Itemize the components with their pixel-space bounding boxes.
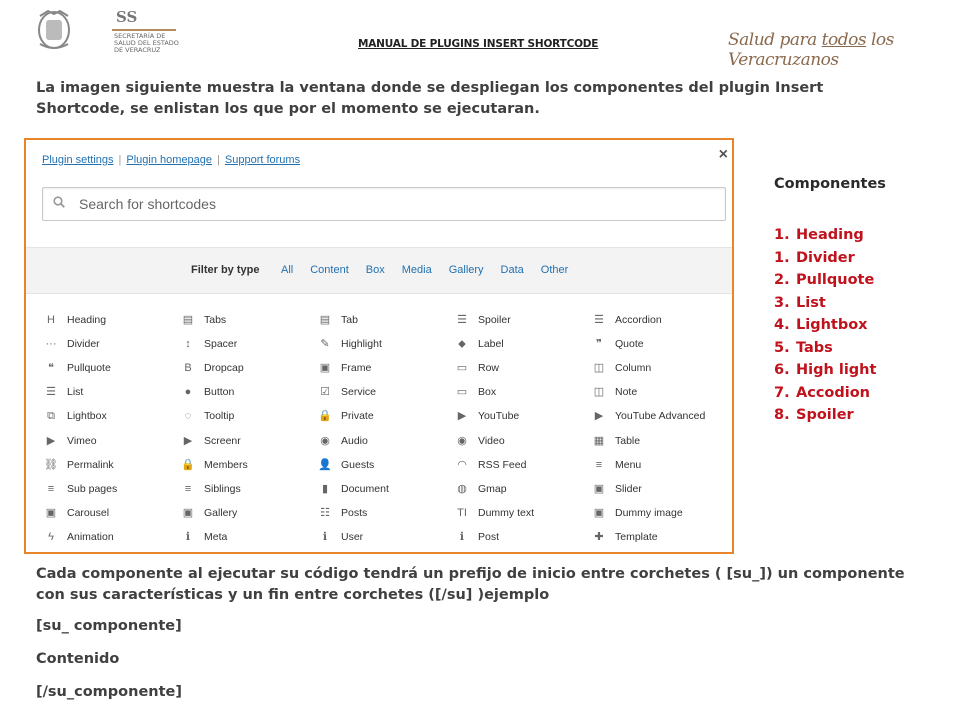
bolt-icon: ϟ — [48, 531, 54, 543]
shortcode-item-label: Service — [341, 386, 377, 398]
info-icon: ℹ — [185, 531, 191, 543]
bars-icon: ≡ — [595, 459, 603, 471]
shortcode-item-frame[interactable] — [318, 361, 454, 379]
shortcode-item-private[interactable] — [318, 409, 454, 427]
component-label: List — [796, 294, 826, 311]
shortcode-item-animation[interactable] — [44, 530, 180, 548]
shortcode-item-post[interactable] — [455, 530, 591, 548]
circle-icon: ● — [184, 386, 192, 398]
shortcode-item-label: Highlight — [341, 338, 382, 350]
component-label: Accodion — [796, 384, 871, 401]
shortcode-item-label: Siblings — [204, 483, 241, 495]
shortcode-item-label: List — [67, 386, 84, 398]
image-icon: ▣ — [593, 483, 605, 495]
window-links — [42, 154, 300, 166]
play-circle-icon: ◉ — [320, 435, 330, 447]
image-icon: ▣ — [593, 507, 605, 519]
link-separator: | — [217, 154, 220, 166]
close-icon[interactable]: × — [718, 146, 728, 163]
shortcode-item-label: Pullquote — [67, 362, 111, 374]
brand-slogan-post: los Veracruzanos — [728, 30, 894, 70]
quote-left-icon: ❝ — [48, 362, 54, 374]
code-close-tag: [/su_componente] — [36, 684, 183, 700]
shortcode-item-template[interactable] — [592, 530, 728, 548]
filter-gallery[interactable]: Gallery — [448, 264, 484, 276]
filter-label: Filter by type — [191, 264, 260, 276]
shortcode-item-label: Button — [204, 386, 235, 398]
shortcode-item-label: Note — [615, 386, 638, 398]
shortcode-item-label: Tabs — [204, 314, 227, 326]
shortcode-item-label: Tab — [341, 314, 358, 326]
shortcode-item-quote[interactable] — [592, 337, 728, 355]
shortcode-item-pullquote[interactable] — [44, 361, 180, 379]
logo-divider — [112, 29, 176, 31]
code-content: Contenido — [36, 651, 120, 667]
shortcode-item-meta[interactable] — [181, 530, 317, 548]
search-icon — [53, 196, 65, 208]
shortcode-item-box[interactable] — [455, 385, 591, 403]
info-icon: ℹ — [322, 531, 328, 543]
shortcode-item-label: Dropcap — [204, 362, 244, 374]
image-icon: ▣ — [182, 507, 194, 519]
shortcode-item-label: Document — [341, 483, 389, 495]
shortcode-item-label: Column — [615, 362, 652, 374]
component-label: Lightbox — [796, 317, 868, 333]
shortcode-item-table[interactable] — [592, 434, 728, 452]
component-label: High light — [796, 362, 877, 378]
shortcode-item-label: Animation — [67, 531, 114, 543]
shortcode-item-column[interactable] — [592, 361, 728, 379]
shortcode-item-video[interactable] — [455, 434, 591, 452]
shortcode-item-label: Template — [615, 531, 658, 543]
youtube-icon: ▶ — [594, 410, 604, 422]
shortcode-item-label: RSS Feed — [478, 459, 527, 471]
shortcode-item-label: Label — [478, 338, 504, 350]
shortcode-item-label: YouTube — [478, 410, 520, 422]
code-open-tag: [su_ componente] — [36, 618, 182, 634]
shortcode-item-gmap[interactable] — [455, 482, 591, 500]
shortcode-item-label: Row — [478, 362, 500, 374]
shortcode-item-user[interactable] — [318, 530, 454, 548]
lock-icon: 🔒 — [181, 459, 195, 471]
shortcode-item-label: Dummy text — [478, 507, 535, 519]
shortcode-item-label: Gallery — [204, 507, 238, 519]
filter-bar — [26, 247, 732, 294]
shortcode-item-tooltip[interactable] — [181, 409, 317, 427]
component-list-item — [774, 382, 876, 405]
shortcode-item-label: YouTube Advanced — [615, 410, 706, 422]
shortcode-item-label: Tooltip — [204, 410, 235, 422]
shortcode-item-label: Quote — [615, 338, 644, 350]
box-icon: ▭ — [456, 386, 468, 398]
speech-bubble-icon: ◌ — [184, 410, 192, 422]
shortcode-item-label: Posts — [341, 507, 368, 519]
insert-shortcode-window — [24, 138, 734, 554]
org-name: SECRETARÍA DE SALUD DEL ESTADO DE VERACRUZ — [114, 32, 179, 54]
filter-options — [281, 264, 585, 276]
components-title: Componentes — [774, 176, 886, 192]
play-circle-icon: ◉ — [457, 435, 467, 447]
bold-icon: B — [184, 362, 192, 374]
user-icon: 👤 — [318, 459, 332, 471]
shortcode-item-permalink[interactable] — [44, 458, 180, 476]
image-icon: ▣ — [45, 507, 57, 519]
component-list-item — [774, 247, 876, 270]
component-number: 1. — [774, 227, 790, 243]
shortcode-item-label: Spacer — [204, 338, 238, 350]
org-short: SS — [116, 8, 138, 26]
shortcode-item-label: Frame — [341, 362, 372, 374]
filter-data[interactable]: Data — [500, 264, 524, 276]
shortcode-item-row[interactable] — [455, 361, 591, 379]
quote-icon: ❞ — [596, 338, 602, 350]
filter-other[interactable]: Other — [540, 264, 569, 276]
shortcode-item-label: Divider — [67, 338, 100, 350]
shortcode-item-label: Vimeo — [67, 435, 97, 447]
shortcode-item-screenr[interactable] — [181, 434, 317, 452]
component-number: 8. — [774, 407, 790, 423]
shortcode-item-heading[interactable] — [44, 313, 180, 331]
filter-all[interactable]: All — [281, 264, 294, 276]
shortcode-item-label: Menu — [615, 459, 642, 471]
veracruz-seal-icon — [34, 8, 74, 52]
file-icon: ▮ — [321, 483, 329, 495]
shortcode-item-members[interactable] — [181, 458, 317, 476]
shortcode-item-carousel[interactable] — [44, 506, 180, 524]
tag-icon: ⬥ — [458, 338, 466, 350]
shortcode-item-label: Lightbox — [67, 410, 107, 422]
shortcode-item-vimeo[interactable] — [44, 434, 180, 452]
component-label: Divider — [796, 249, 855, 266]
shortcode-item-label: User — [341, 531, 364, 543]
shortcode-item-label: Sub pages — [67, 483, 118, 495]
globe-icon: ◍ — [457, 483, 467, 495]
plugin-homepage-link[interactable]: Plugin homepage — [126, 154, 213, 166]
filter-box[interactable]: Box — [365, 264, 385, 276]
lock-icon: 🔒 — [318, 410, 332, 422]
rss-icon: ◠ — [457, 459, 467, 471]
shortcode-item-label: Gmap — [478, 483, 507, 495]
plugin-settings-link[interactable]: Plugin settings — [42, 154, 114, 166]
shortcode-item-service[interactable] — [318, 385, 454, 403]
shortcode-item-label: Spoiler — [478, 314, 511, 326]
shortcode-item-dummy-text[interactable] — [455, 506, 591, 524]
shortcode-item-youtube-advanced[interactable] — [592, 409, 728, 427]
component-list-item — [774, 359, 876, 382]
support-forums-link[interactable]: Support forums — [224, 154, 301, 166]
component-number: 4. — [774, 317, 790, 333]
shortcode-item-audio[interactable] — [318, 434, 454, 452]
shortcode-item-tab[interactable] — [318, 313, 454, 331]
component-number: 7. — [774, 384, 790, 401]
shortcode-item-posts[interactable] — [318, 506, 454, 524]
play-icon: ▶ — [183, 435, 193, 447]
shortcode-item-label: Guests — [341, 459, 375, 471]
shortcode-item-button[interactable] — [181, 385, 317, 403]
shortcode-item-label: Members — [204, 459, 248, 471]
shortcode-item-divider[interactable] — [44, 337, 180, 355]
shortcode-item-note[interactable] — [592, 385, 728, 403]
shortcode-item-label: Box — [478, 386, 497, 398]
brand-slogan-underlined: todos — [821, 30, 867, 50]
component-list-item — [774, 224, 876, 247]
shortcode-item-sub-pages[interactable] — [44, 482, 180, 500]
filter-content[interactable]: Content — [310, 264, 349, 276]
shortcode-item-label[interactable] — [455, 337, 591, 355]
shortcode-item-youtube[interactable] — [455, 409, 591, 427]
shortcode-item-gallery[interactable] — [181, 506, 317, 524]
shortcode-item-label: Post — [478, 531, 500, 543]
info-icon: ℹ — [459, 531, 465, 543]
shortcode-item-label: Heading — [67, 314, 107, 326]
component-list-item — [774, 314, 876, 337]
shortcode-item-document[interactable] — [318, 482, 454, 500]
heading-icon: H — [47, 314, 55, 326]
ellipsis-icon: ··· — [45, 338, 57, 350]
shortcode-item-label: Audio — [341, 435, 368, 447]
brand-slogan-pre: Salud para — [728, 30, 822, 50]
component-number: 5. — [774, 339, 790, 356]
note-icon: ◫ — [593, 386, 605, 398]
columns-icon: ◫ — [593, 362, 605, 374]
shortcode-item-label: Carousel — [67, 507, 110, 519]
shortcode-item-rss-feed[interactable] — [455, 458, 591, 476]
components-list — [774, 224, 876, 427]
shortcode-item-label: Dummy image — [615, 507, 683, 519]
shortcode-item-list[interactable] — [44, 385, 180, 403]
shortcode-item-menu[interactable] — [592, 458, 728, 476]
component-list-item — [774, 292, 876, 315]
shortcode-item-label: Video — [478, 435, 505, 447]
component-label: Heading — [796, 227, 864, 243]
component-number: 3. — [774, 294, 790, 311]
shortcode-item-label: Slider — [615, 483, 642, 495]
brand-slogan — [728, 30, 960, 70]
component-label: Spoiler — [796, 407, 854, 423]
shortcode-item-label: Permalink — [67, 459, 114, 471]
secretaria-salud-logo — [34, 8, 179, 54]
shortcode-item-siblings[interactable] — [181, 482, 317, 500]
link-icon: ⛓ — [44, 459, 58, 471]
component-list-item — [774, 404, 876, 427]
component-list-item — [774, 337, 876, 360]
row-icon: ▭ — [456, 362, 468, 374]
shortcode-item-label: Meta — [204, 531, 228, 543]
search-box — [42, 187, 726, 221]
bars-icon: ≡ — [184, 483, 192, 495]
shortcode-item-guests[interactable] — [318, 458, 454, 476]
pencil-icon: ✎ — [320, 338, 330, 350]
shortcode-item-spacer[interactable] — [181, 337, 317, 355]
shortcode-item-label: Table — [615, 435, 641, 447]
shortcode-item-highlight[interactable] — [318, 337, 454, 355]
text-height-icon: TI — [457, 507, 467, 519]
list-ul-icon: ☰ — [457, 314, 467, 326]
component-number: 2. — [774, 272, 790, 288]
component-label: Tabs — [796, 339, 833, 356]
checkbox-icon: ☑ — [320, 386, 330, 398]
tabs-icon: ▤ — [182, 314, 194, 326]
component-number: 6. — [774, 362, 790, 378]
shortcode-item-label: Accordion — [615, 314, 662, 326]
bars-icon: ≡ — [47, 483, 55, 495]
component-label: Pullquote — [796, 272, 875, 288]
document-title: MANUAL DE PLUGINS INSERT SHORTCODE — [358, 38, 599, 50]
component-number: 1. — [774, 249, 790, 266]
table-icon: ▦ — [593, 435, 605, 447]
shortcode-item-dropcap[interactable] — [181, 361, 317, 379]
list-icon: ☰ — [46, 386, 56, 398]
intro-paragraph: La imagen siguiente muestra la ventana donde se despliegan los componentes del plugin Insert Shortcode, se enlistan los que por el momento se ejecutaran. — [36, 80, 824, 117]
shortcode-item-dummy-image[interactable] — [592, 506, 728, 524]
external-link-icon: ⧉ — [47, 410, 55, 422]
play-icon: ▶ — [46, 435, 56, 447]
shortcode-item-label: Private — [341, 410, 374, 422]
component-list-item — [774, 269, 876, 292]
shortcode-item-accordion[interactable] — [592, 313, 728, 331]
shortcode-item-slider[interactable] — [592, 482, 728, 500]
vertical-arrows-icon: ↕ — [185, 338, 191, 350]
th-list-icon: ☷ — [320, 507, 330, 519]
shortcode-item-spoiler[interactable] — [455, 313, 591, 331]
puzzle-icon: ✚ — [594, 531, 604, 543]
shortcode-item-label: Screenr — [204, 435, 241, 447]
image-icon: ▣ — [319, 362, 331, 374]
shortcode-item-tabs[interactable] — [181, 313, 317, 331]
explanation-paragraph: Cada componente al ejecutar su código tendrá un prefijo de inicio entre corchetes ( [su_]) un componente con sus características y un fin entre corchetes ([/su] )ejemplo — [36, 566, 905, 603]
list-icon: ☰ — [594, 314, 604, 326]
tab-icon: ▤ — [319, 314, 331, 326]
search-input[interactable] — [77, 192, 711, 216]
youtube-icon: ▶ — [457, 410, 467, 422]
shortcode-item-lightbox[interactable] — [44, 409, 180, 427]
link-separator: | — [118, 154, 122, 166]
filter-media[interactable]: Media — [401, 264, 432, 276]
